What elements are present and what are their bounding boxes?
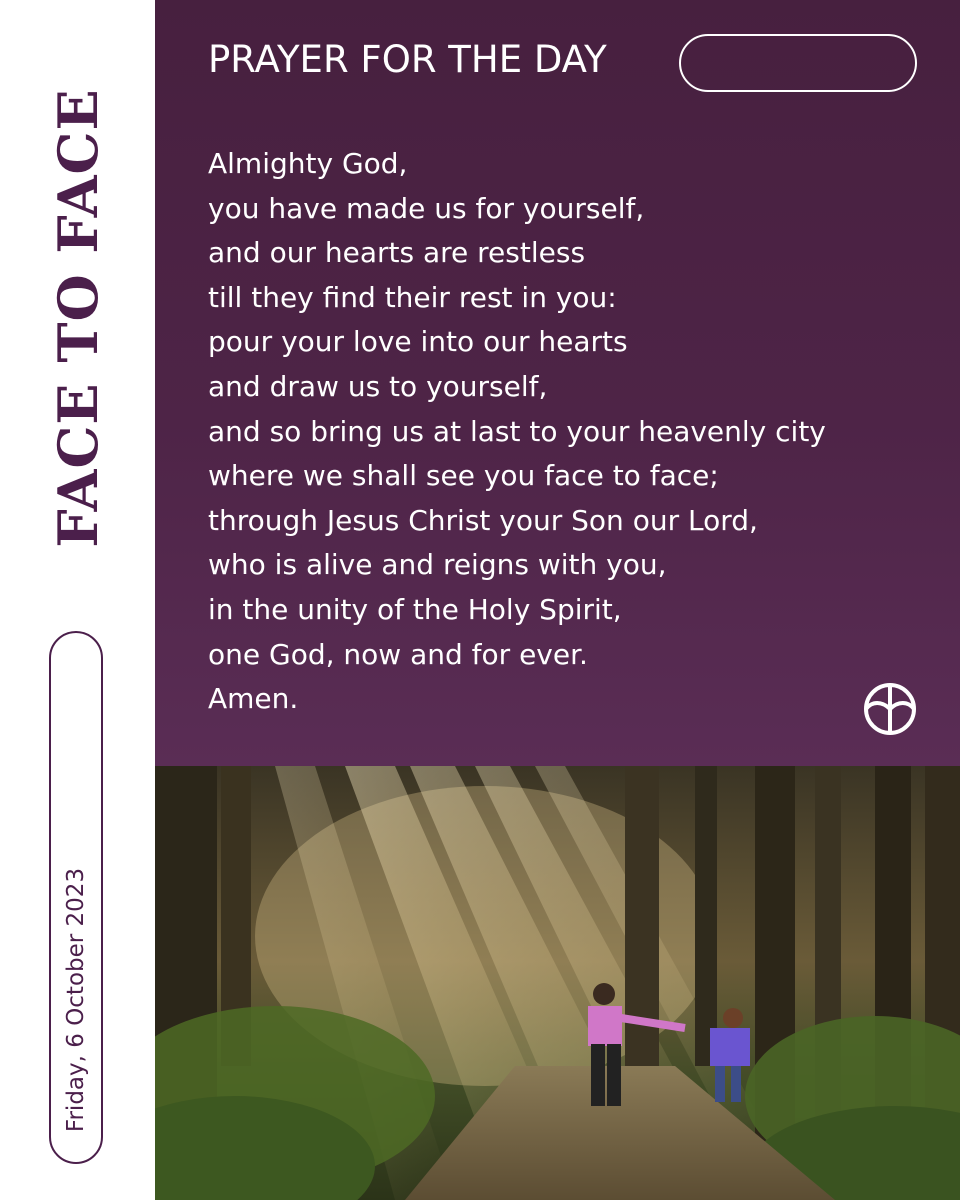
prayer-line: you have made us for yourself, bbox=[208, 191, 645, 225]
prayer-line: till they find their rest in you: bbox=[208, 280, 617, 314]
prayer-line: and our hearts are restless bbox=[208, 236, 586, 270]
prayer-line: and so bring us at last to your heavenly city bbox=[208, 414, 826, 448]
prayer-line: one God, now and for ever. bbox=[208, 637, 588, 671]
page-title: PRAYER FOR THE DAY bbox=[208, 38, 607, 81]
forest-scene bbox=[155, 766, 960, 1200]
church-of-england-cross-icon bbox=[862, 681, 918, 737]
forest-photo bbox=[155, 766, 960, 1200]
prayer-line: in the unity of the Holy Spirit, bbox=[208, 592, 622, 626]
prayer-text bbox=[208, 142, 826, 722]
prayer-panel bbox=[155, 0, 960, 766]
prayer-line: Amen. bbox=[208, 682, 299, 716]
heading-pill bbox=[679, 34, 917, 92]
sidebar bbox=[0, 0, 155, 1200]
date-label: Friday, 6 October 2023 bbox=[63, 867, 89, 1133]
prayer-line: where we shall see you face to face; bbox=[208, 459, 719, 493]
prayer-line: through Jesus Christ your Son our Lord, bbox=[208, 503, 758, 537]
prayer-line: and draw us to yourself, bbox=[208, 369, 548, 403]
prayer-line: who is alive and reigns with you, bbox=[208, 548, 667, 582]
series-title: FACE TO FACE bbox=[46, 88, 110, 548]
prayer-line: pour your love into our hearts bbox=[208, 325, 628, 359]
prayer-line: Almighty God, bbox=[208, 147, 408, 180]
